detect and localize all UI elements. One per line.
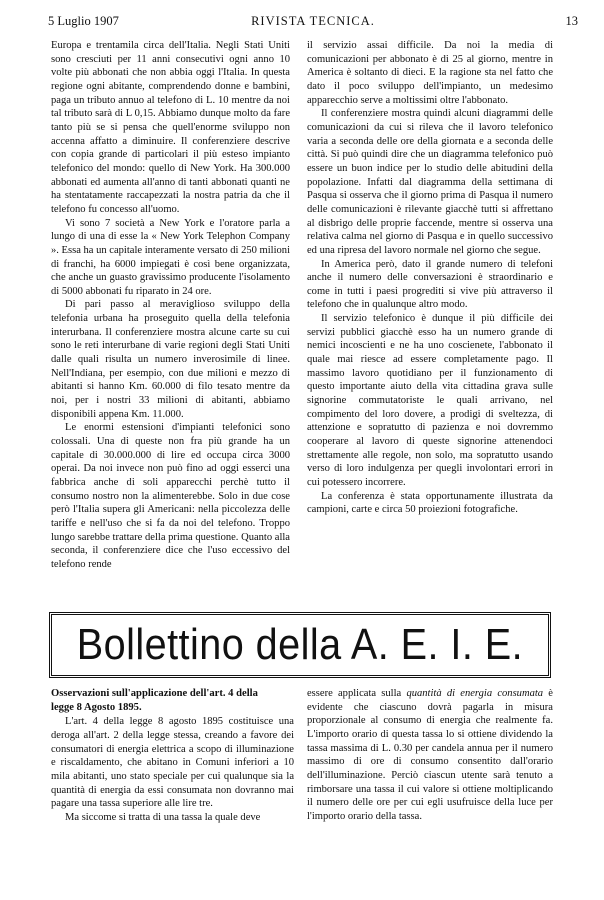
top-right-column bbox=[307, 39, 553, 517]
top-left-column bbox=[51, 39, 290, 572]
journal-title: RIVISTA TECNICA. bbox=[251, 14, 375, 28]
paragraph: L'art. 4 della legge 8 agosto 1895 costituisce una deroga all'art. 2 della legge stessa, creando a favore dei consumatori di energia elettrica a scopo di illuminazione e riscaldamento, che abitano in Comuni inferiori a 10 mila abitanti, uno stato speciale per cui qualunque sia la quantità di energia da essi consumata non dovranno mai pagare una tassa superiore alle lire tre. bbox=[51, 716, 294, 810]
bulletin-banner bbox=[49, 612, 551, 678]
emphasis: quantità di energia consumata bbox=[406, 688, 544, 699]
page-header bbox=[48, 14, 578, 34]
paragraph: Il servizio telefonico è dunque il più difficile dei servizi pubblici giacchè esso ha un numero grande di nemici incoscienti e ne ha uno coscienete, l'abbonato il quale mai riesce ad essere completamente pago. Il massimo lavoro quotidiano per il funzionamento di questo importante aiuto della vita cittadina grava sulle signorine commutatoriste le quali arrivano, nel compimento del loro dovere, a prodigi di sveltezza, di attenzione e sopratutto di pazienza e noi dovremmo cooperare al lavoro di queste signorine attenendoci strettamente alle regole, non solo, ma sopratutto usando verso di loro indulgenza per quegli involontari errori in cui potessero incorrere. bbox=[307, 313, 553, 488]
paragraph: Il conferenziere mostra quindi alcuni diagrammi delle comunicazioni da cui si rileva che il lavoro telefonico varia a seconda delle ore della giornata e a seconda delle città. Si può quindi dire che un diagramma telefonico può essere un buon indice per lo studio delle abitudini della popolazione. Infatti dal diagramma della settimana di Pasqua si osserva che il giorno prima di Pasqua il numero delle comunicazioni è rilevante giacchè tutti si affrettano al disbrigo delle proprie faccende, mentre si osserva una relativa calma nel giorno di Pasqua e in quello successivo ed una ripresa del lavoro normale nel giorno che segue. bbox=[307, 108, 553, 256]
article-right-column bbox=[307, 687, 553, 824]
article-title-line: legge 8 Agosto 1895. bbox=[51, 701, 142, 713]
paragraph: Europa e trentamila circa dell'Italia. Negli Stati Uniti sono cresciuti per 11 anni consecutivi ogni anno 10 volte più abbonati che non abbia oggi l'Italia. In questa regione ogni abitante, comprendendo donne e bambini, paga un tributo annuo al telefono di L. 10 mentre da noi tal tributo sarà di L 0,15. Abbiamo dunque molto da fare tanto più se si pensa che quell'enorme sviluppo non accenna affatto a diminuire. Il conferenziere descrive con copia grande di particolari il più esteso impianto telefonico del mondo: quello di New York. Ha 300.000 abbonati ed aumenta all'anno di tanti abbonati quanti ne ha stentatamente raccapezzati la nostra patria da che il telefono fu concesso all'uomo. bbox=[51, 40, 290, 215]
paragraph: Di pari passo al meraviglioso sviluppo della telefonia urbana ha proseguito quella della telefonia interurbana. Il conferenziere mostra alcune carte su cui sono le reti interurbane di varie regioni degli Stati Uniti dalle quali risulta un numero inverosimile di linee. Nell'Indiana, per esempio, con due milioni e mezzo di abitanti si hanno Km. 60.000 di filo tesato mentre da noi, per i nostri 33 milioni di abitanti, abbiamo disponibili appena Km. 11.000. bbox=[51, 299, 290, 420]
paragraph: In America però, dato il grande numero di telefoni anche il numero delle conversazioni è straordinario e come in tutti i paesi progrediti si vive più attraverso il telefono che in qualunque altro modo. bbox=[307, 258, 553, 311]
article-title-line: Osservazioni sull'applicazione dell'art. 4 della bbox=[51, 688, 258, 699]
article-left-column bbox=[51, 687, 294, 825]
paragraph: il servizio assai difficile. Da noi la media di comunicazioni per abbonato è di 25 al giorno, mentre in America è soltanto di dieci. E la ragione sta nel fatto che dato il poco sviluppo dell'impianto, un medesimo apparecchio serve a moltissimi oltre l'abbonato. bbox=[307, 40, 553, 106]
paragraph: Vi sono 7 società a New York e l'oratore parla a lungo di una di esse la « New York Telephon Company ». Essa ha un capitale interamente versato di 250 milioni di franchi, ha 6000 impiegati è così bene organizzata, che anche un guasto gravissimo producente l'isolamento di 5000 abbonati fu riparato in 24 ore. bbox=[51, 217, 290, 297]
bulletin-title: Bollettino della A. E. I. E. bbox=[76, 620, 524, 669]
paragraph: Ma siccome si tratta di una tassa la quale deve bbox=[65, 811, 261, 823]
header-date: 5 Luglio 1907 bbox=[48, 14, 119, 28]
page-number: 13 bbox=[565, 14, 578, 28]
article-title bbox=[51, 687, 294, 714]
text-run: essere applicata sulla bbox=[307, 688, 407, 699]
text-run: è evidente che ciascuno dovrà pagarla in misura proporzionale al consumo di energia che realmente fa. L'importo orario di questa tassa lo si ottiene dividendo la tassa massima di L. 0.30 per candela annua per il numero massimo di ore di consumo consentito dall'orario dell'illuminazione. Perciò ciascun utente sarà tenuto a rimborsare una tassa il cui valore si ottiene moltiplicando il numero delle ore per cui egli usufruisce della luce per l'importo orario della tassa. bbox=[307, 688, 553, 822]
paragraph bbox=[307, 687, 553, 824]
paragraph: Le enormi estensioni d'impianti telefonici sono colossali. Una di queste non fra più grande ha un capitale di 30.000.000 di lire ed occupa circa 3000 operai. Da noi invece non può fino ad oggi esserci una fabbrica anche di soli apparecchi perchè tutto il consumo nostro non la alimenterebbe. Solo in due cose però l'Italia supera gli Americani: nella piccolezza delle tariffe e nell'uso che si fa da noi del telefono. Troppo lungo sarebbe trattare della prima questione. Quanto alla seconda, il conferenziere dice che l'uso eccessivo del telefono rende bbox=[51, 422, 290, 570]
paragraph: La conferenza è stata opportunamente illustrata da campioni, carte e circa 50 proiezioni fotografiche. bbox=[307, 490, 553, 516]
